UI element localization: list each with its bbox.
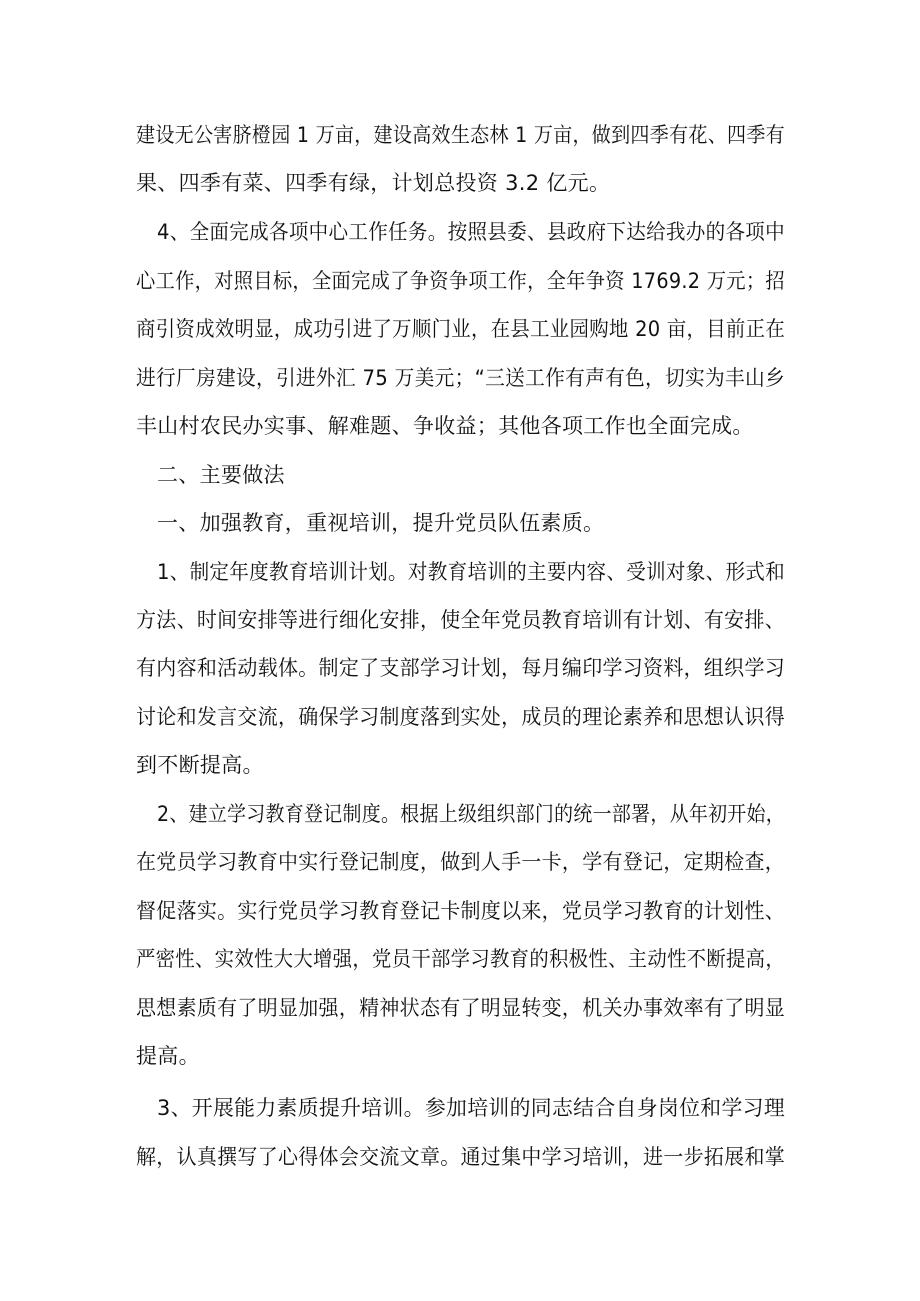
- text-line: 提高。: [136, 1044, 200, 1068]
- text-line: 严密性、实效性大大增强，党员干部学习教育的积极性、主动性不断提高，: [136, 947, 785, 971]
- text-line: 方法、时间安排等进行细化安排，使全年党员教育培训有计划、有安排、: [136, 608, 786, 632]
- text-line: 4、全面完成各项中心工作任务。按照县委、县政府下达给我办的各项中: [157, 220, 786, 244]
- section-subheading: 一、加强教育，重视培训，提升党员队伍素质。: [157, 511, 605, 535]
- text-line: 3、开展能力素质提升培训。参加培训的同志结合自身岗位和学习理: [157, 1096, 786, 1120]
- text-line: 商引资成效明显，成功引进了万顺门业，在县工业园购地 20 亩，目前正在: [136, 317, 786, 341]
- text-line: 在党员学习教育中实行登记制度，做到人手一卡，学有登记，定期检查，: [136, 850, 786, 874]
- text-line: 思想素质有了明显加强，精神状态有了明显转变，机关办事效率有了明显: [136, 996, 786, 1020]
- text-line: 进行厂房建设，引进外汇 75 万美元；“三送工作有声有色，切实为丰山乡: [136, 366, 785, 390]
- text-line: 建设无公害脐橙园 1 万亩，建设高效生态林 1 万亩，做到四季有花、四季有: [136, 123, 785, 147]
- section-heading: 二、主要做法: [157, 463, 285, 487]
- text-line: 果、四季有菜、四季有绿，计划总投资 3.2 亿元。: [136, 171, 611, 195]
- text-line: 心工作，对照目标，全面完成了争资争项工作，全年争资 1769.2 万元；招: [136, 269, 785, 293]
- text-line: 2、建立学习教育登记制度。根据上级组织部门的统一部署，从年初开始，: [157, 802, 786, 826]
- text-line: 到不断提高。: [136, 753, 264, 777]
- text-line: 有内容和活动载体。制定了支部学习计划，每月编印学习资料，组织学习: [136, 656, 786, 680]
- text-line: 督促落实。实行党员学习教育登记卡制度以来，党员学习教育的计划性、: [136, 899, 786, 923]
- text-line: 解，认真撰写了心得体会交流文章。通过集中学习培训，进一步拓展和掌: [136, 1145, 786, 1169]
- text-line: 1、制定年度教育培训计划。对教育培训的主要内容、受训对象、形式和: [157, 560, 786, 584]
- text-line: 讨论和发言交流，确保学习制度落到实处，成员的理论素养和思想认识得: [136, 705, 786, 729]
- text-line: 丰山村农民办实事、解难题、争收益；其他各项工作也全面完成。: [136, 414, 754, 438]
